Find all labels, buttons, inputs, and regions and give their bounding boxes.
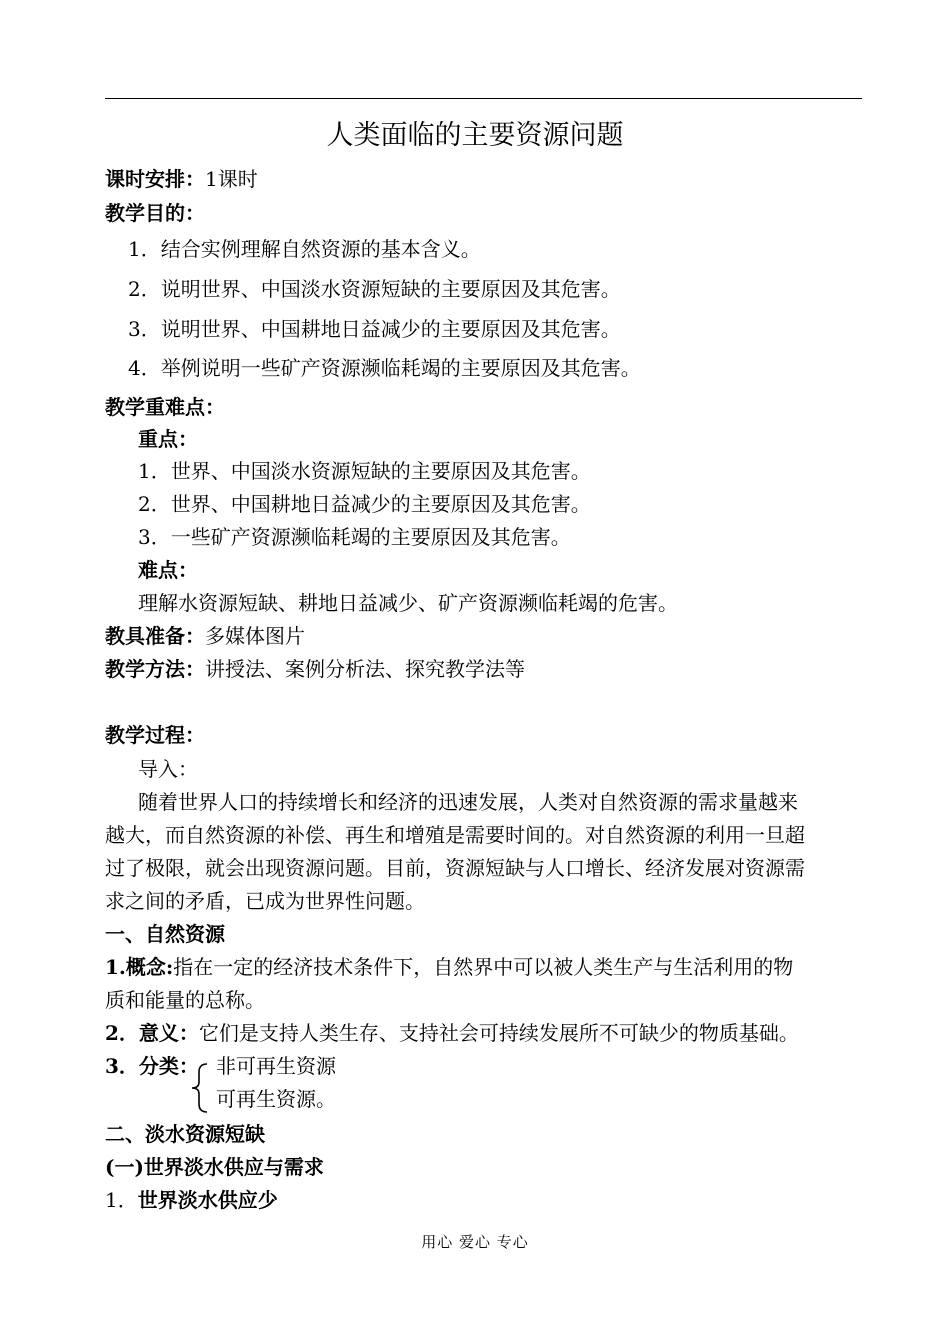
keypoints-heading: 教学重难点： bbox=[105, 395, 225, 419]
page-title: 人类面临的主要资源问题 bbox=[326, 120, 624, 151]
page-footer: 用心 爱心 专心 bbox=[421, 1233, 529, 1251]
difficulty-text: 理解水资源短缺、耕地日益减少、矿产资源濒临耗竭的危害。 bbox=[138, 591, 678, 615]
meaning-text: 它们是支持人类生存、支持社会可持续发展所不可缺少的物质基础。 bbox=[198, 1021, 799, 1045]
methods-label: 教学方法： bbox=[105, 657, 205, 681]
focus-item: 1．世界、中国淡水资源短缺的主要原因及其危害。 bbox=[138, 459, 591, 483]
class-item: 可再生资源。 bbox=[216, 1087, 336, 1111]
difficulty-label: 难点： bbox=[138, 558, 198, 582]
tools-value: 多媒体图片 bbox=[205, 624, 305, 648]
process-heading: 教学过程： bbox=[105, 723, 205, 747]
meaning-line bbox=[105, 1019, 799, 1047]
objective-item: 2．说明世界、中国淡水资源短缺的主要原因及其危害。 bbox=[128, 277, 621, 301]
section1-heading: 一、自然资源 bbox=[105, 922, 225, 946]
focus-item: 2．世界、中国耕地日益减少的主要原因及其危害。 bbox=[138, 492, 591, 516]
intro-label: 导入： bbox=[138, 757, 198, 781]
objective-item: 4．举例说明一些矿产资源濒临耗竭的主要原因及其危害。 bbox=[128, 356, 641, 380]
intro-paragraph-line: 过了极限，就会出现资源问题。目前，资源短缺与人口增长、经济发展对资源需 bbox=[105, 856, 805, 880]
intro-paragraph-line: 越大，而自然资源的补偿、再生和增殖是需要时间的。对自然资源的利用一旦超 bbox=[105, 823, 805, 847]
concept-label: 1.概念: bbox=[105, 955, 174, 979]
methods-line bbox=[105, 655, 525, 683]
objectives-heading: 教学目的： bbox=[105, 201, 205, 225]
tools-line bbox=[105, 622, 305, 650]
intro-paragraph-line: 随着世界人口的持续增长和经济的迅速发展，人类对自然资源的需求量越来 bbox=[138, 790, 798, 814]
objective-item: 3．说明世界、中国耕地日益减少的主要原因及其危害。 bbox=[128, 317, 621, 341]
section2-item-text: 世界淡水供应少 bbox=[137, 1188, 278, 1212]
meaning-label: 2．意义： bbox=[105, 1021, 199, 1045]
header-rule bbox=[105, 98, 862, 99]
section2-item bbox=[105, 1186, 278, 1214]
section2-item-number: 1． bbox=[105, 1188, 138, 1212]
schedule-line bbox=[105, 165, 258, 193]
class-item: 非可再生资源 bbox=[216, 1054, 336, 1078]
section2-heading: 二、淡水资源短缺 bbox=[105, 1122, 265, 1146]
concept-text: 指在一定的经济技术条件下，自然界中可以被人类生产与生活利用的物 bbox=[173, 955, 794, 979]
methods-value: 讲授法、案例分析法、探究教学法等 bbox=[205, 657, 525, 681]
concept-line bbox=[105, 953, 793, 981]
schedule-label: 课时安排： bbox=[105, 167, 205, 191]
brace-icon bbox=[189, 1062, 211, 1114]
class-label: 3．分类： bbox=[105, 1054, 199, 1078]
objective-item: 1．结合实例理解自然资源的基本含义。 bbox=[128, 237, 481, 261]
tools-label: 教具准备： bbox=[105, 624, 205, 648]
intro-paragraph-line: 求之间的矛盾，已成为世界性问题。 bbox=[105, 889, 425, 913]
focus-item: 3．一些矿产资源濒临耗竭的主要原因及其危害。 bbox=[138, 525, 571, 549]
concept-text-cont: 质和能量的总称。 bbox=[105, 988, 265, 1012]
section2-subheading: (一)世界淡水供应与需求 bbox=[105, 1155, 324, 1179]
schedule-value: 1课时 bbox=[205, 167, 258, 191]
focus-label: 重点： bbox=[138, 427, 198, 451]
